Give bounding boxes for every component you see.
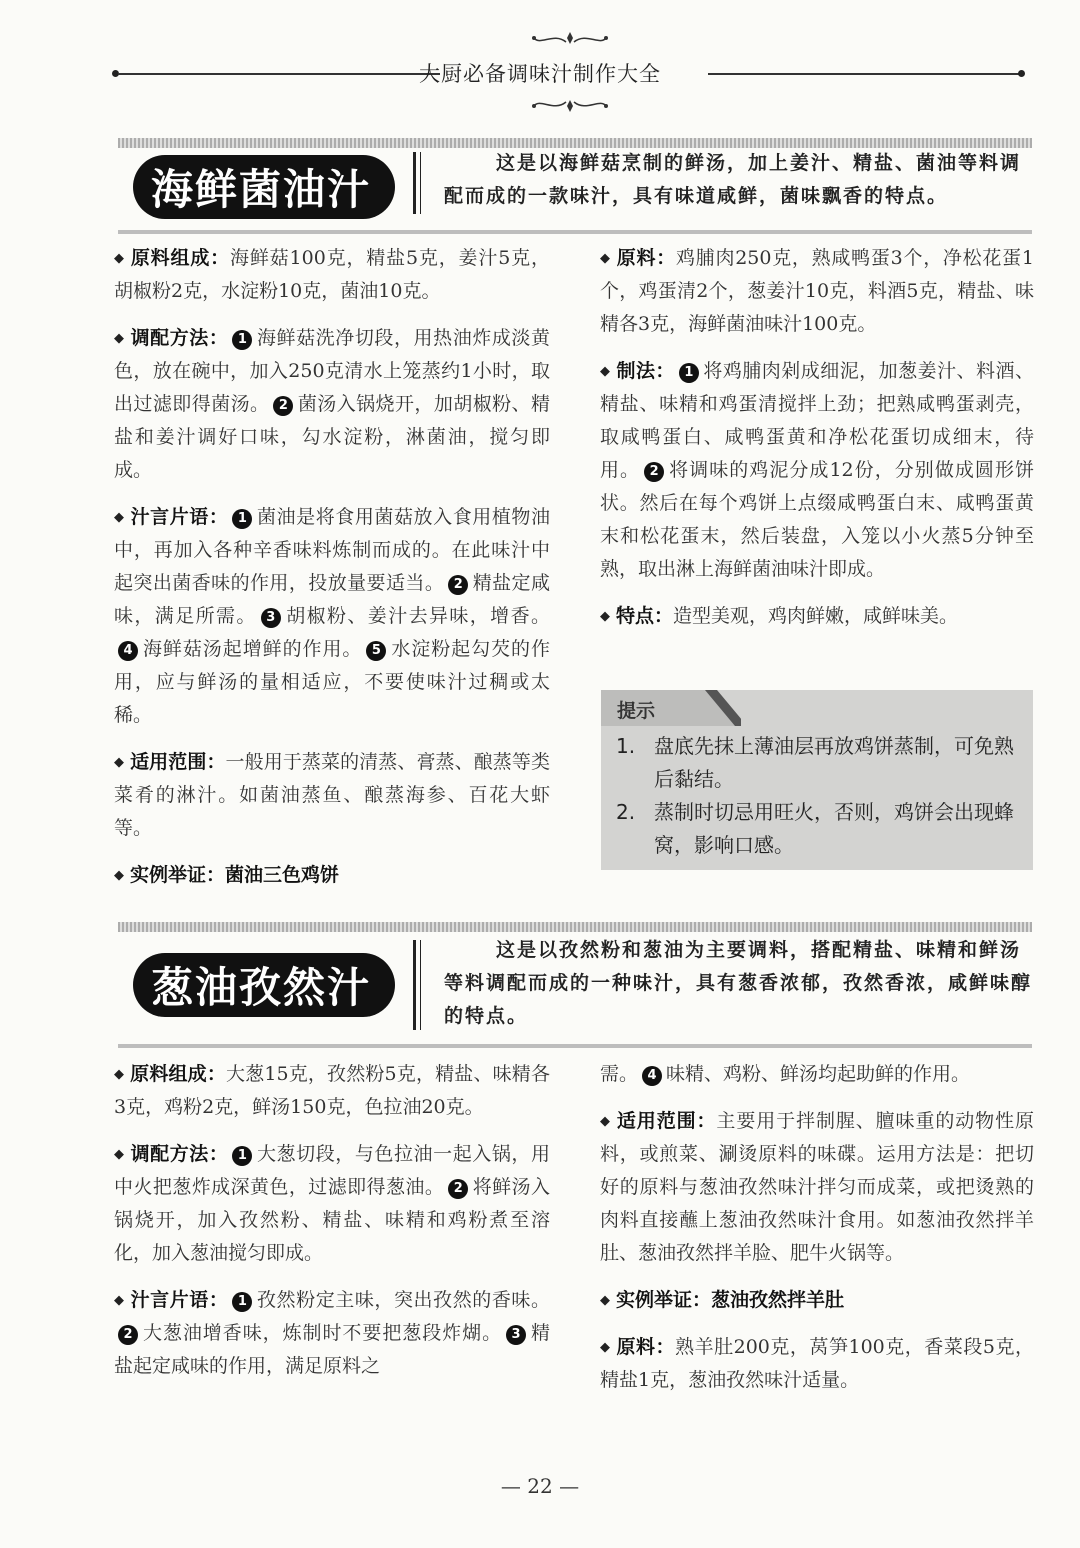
tips-2: 精盐定咸味，满足所需。 (114, 572, 550, 627)
example-paragraph (114, 859, 550, 892)
scope-paragraph (114, 746, 550, 845)
recipe-method-2: 将调味的鸡泥分成12份，分别做成圆形饼状。然后在每个鸡饼上点缀咸鸭蛋白末、咸鸭蛋黄末和松花蛋末，然后装盘，入笼以小火蒸5分钟至熟，取出淋上海鲜菌油味汁即成。 (600, 459, 1034, 580)
step-number-icon: 2 (448, 575, 468, 595)
badge-char: 油 (195, 963, 240, 1012)
header-right-dot (1018, 70, 1025, 77)
tips-2: 大葱油增香味，炼制时不要把葱段炸煳。 (142, 1322, 503, 1344)
diamond-icon: ◆ (600, 1293, 610, 1308)
method-paragraph (114, 322, 550, 487)
badge-char: 油 (283, 165, 328, 214)
diamond-icon: ◆ (114, 868, 124, 883)
section2-divider-thin (420, 940, 421, 1030)
badge-char: 汁 (327, 165, 372, 214)
step-number-icon: 1 (679, 363, 699, 383)
step-number-icon: 4 (642, 1066, 662, 1086)
scope-text: 主要用于拌制腥、膻味重的动物性原料，或煎菜、涮烫原料的味碟。运用方法是：把切好的原料与葱油孜然味汁拌匀而成菜，或把烫熟的肉料直接蘸上葱油孜然味汁食用。如葱油孜然拌羊肚、葱油孜然拌羊脸、肥牛火锅等。 (600, 1110, 1034, 1264)
tips-3: 胡椒粉、姜汁去异味，增香。 (284, 605, 550, 627)
tip-title: 提示 (617, 700, 656, 722)
feature-text: 造型美观，鸡肉鲜嫩，咸鲜味美。 (673, 605, 959, 627)
bottom-ornament (530, 92, 610, 114)
page-header-title: 大厨必备调味汁制作大全 (419, 62, 661, 86)
scope-text: 一般用于蒸菜的清蒸、膏蒸、酿蒸等类菜肴的淋汁。如菌油蒸鱼、酿蒸海参、百花大虾等。 (114, 751, 550, 839)
badge-char: 海 (151, 165, 196, 214)
method-step-2: 菌汤入锅烧开，加胡椒粉、精盐和姜汁调好口味，勾水淀粉，淋菌油，搅匀即成。 (114, 393, 550, 481)
tips-1: 菌油是将食用菌菇放入食用植物油中，再加入各种辛香味料炼制而成的。在此味汁中起突出菌香味的作用，投放量要适当。 (114, 506, 550, 594)
tip-item (616, 730, 1026, 796)
example-text: 菌油三色鸡饼 (225, 864, 340, 886)
step-number-icon: 3 (261, 608, 281, 628)
step-number-icon: 4 (118, 641, 138, 661)
step-number-icon: 2 (273, 396, 293, 416)
example-label: 实例举证： (130, 864, 226, 886)
tip-item-text: 蒸制时切忌用旺火，否则，鸡饼会出现蜂窝，影响口感。 (654, 800, 1014, 857)
section2-bottom-band (118, 1044, 1032, 1048)
ingredients-text: 海鲜菇100克，精盐5克，姜汁5克，胡椒粉2克，水淀粉10克，菌油10克。 (114, 247, 550, 302)
tip-item (616, 796, 1026, 862)
badge-char: 汁 (327, 963, 372, 1012)
badge-char: 葱 (151, 963, 196, 1012)
tips-4: 味精、鸡粉、鲜汤均起助鲜的作用。 (666, 1063, 971, 1085)
section1-divider-thin (420, 152, 421, 214)
tips-paragraph (114, 1284, 550, 1383)
section1-right-column (600, 242, 1034, 647)
step-number-icon: 1 (232, 1292, 252, 1312)
scope-label: 适用范围： (616, 1110, 717, 1132)
scope-paragraph (600, 1105, 1034, 1270)
section2-top-band (118, 922, 1032, 932)
section1-left-column (114, 242, 550, 906)
step-number-icon: 1 (232, 509, 252, 529)
tip-item-number: 2. (616, 800, 636, 824)
section2-left-column (114, 1058, 550, 1397)
section2-intro: 这是以孜然粉和葱油为主要调料，搭配精盐、味精和鲜汤等料调配而成的一种味汁，具有葱香浓郁，孜然香浓，咸鲜味醇的特点。 (444, 939, 1033, 1027)
header-right-rule (708, 73, 1020, 75)
diamond-icon: ◆ (600, 609, 610, 624)
method-step-2: 将鲜汤入锅烧开，加入孜然粉、精盐、味精和鸡粉煮至溶化，加入葱油搅匀即成。 (114, 1176, 550, 1264)
recipe-method-paragraph (600, 355, 1034, 586)
recipe-ingredients-label: 原料： (616, 247, 676, 269)
step-number-icon: 5 (366, 641, 386, 661)
diamond-icon: ◆ (114, 1147, 124, 1162)
tips-5: 水淀粉起勾芡的作用，应与鲜汤的量相适应，不要使味汁过稠或太稀。 (114, 638, 550, 726)
tips-1: 孜然粉定主味，突出孜然的香味。 (256, 1289, 550, 1311)
ingredients-label: 原料组成： (130, 247, 231, 269)
step-number-icon: 3 (506, 1325, 526, 1345)
recipe-ingredients-paragraph (600, 1331, 1034, 1397)
badge-char: 菌 (239, 165, 284, 214)
feature-paragraph (600, 600, 1034, 633)
ingredients-text: 大葱15克，孜然粉5克，精盐、味精各3克，鸡粉2克，鲜汤150克，色拉油20克。 (114, 1063, 550, 1118)
badge-char: 鲜 (195, 165, 240, 214)
diamond-icon: ◆ (600, 1114, 610, 1129)
tips-paragraph (114, 501, 550, 732)
tips-3: 精盐起定咸味的作用，满足原料之 (114, 1322, 550, 1377)
section1-intro: 这是以海鲜菇烹制的鲜汤，加上姜汁、精盐、菌油等料调配而成的一款味汁，具有味道咸鲜，菌味飘香的特点。 (444, 152, 1022, 207)
step-number-icon: 1 (232, 330, 252, 350)
tips-continued-paragraph (600, 1058, 1034, 1091)
example-paragraph (600, 1284, 1034, 1317)
tips-continued-prefix: 需。 (600, 1063, 639, 1085)
diamond-icon: ◆ (600, 251, 610, 266)
ingredients-paragraph (114, 242, 550, 308)
example-label: 实例举证： (616, 1289, 712, 1311)
example-text: 葱油孜然拌羊肚 (711, 1289, 845, 1311)
badge-char: 孜 (239, 963, 284, 1012)
diamond-icon: ◆ (114, 251, 124, 266)
step-number-icon: 2 (448, 1179, 468, 1199)
diamond-icon: ◆ (600, 1340, 610, 1355)
top-ornament (530, 30, 610, 52)
diamond-icon: ◆ (600, 364, 610, 379)
tips-label: 汁言片语： (130, 506, 229, 528)
ingredients-paragraph (114, 1058, 550, 1124)
section2-title-badge (133, 953, 395, 1017)
badge-char: 然 (283, 963, 328, 1012)
ingredients-label: 原料组成： (130, 1063, 227, 1085)
feature-label: 特点： (616, 605, 674, 627)
section2-right-column (600, 1058, 1034, 1411)
scope-label: 适用范围： (130, 751, 226, 773)
diamond-icon: ◆ (114, 510, 124, 525)
diamond-icon: ◆ (114, 755, 124, 770)
tip-list (616, 730, 1026, 862)
tips-label: 汁言片语： (130, 1289, 229, 1311)
recipe-ingredients-paragraph (600, 242, 1034, 341)
step-number-icon: 2 (118, 1325, 138, 1345)
recipe-ingredients-text: 熟羊肚200克，莴笋100克，香菜段5克，精盐1克，葱油孜然味汁适量。 (600, 1336, 1034, 1391)
step-number-icon: 1 (232, 1146, 252, 1166)
step-number-icon: 2 (644, 462, 664, 482)
method-step-1: 大葱切段，与色拉油一起入锅，用中火把葱炸成深黄色，过滤即得葱油。 (114, 1143, 550, 1198)
section2-divider (413, 940, 416, 1030)
section1-divider (413, 152, 416, 214)
method-paragraph (114, 1138, 550, 1270)
method-step-1: 海鲜菇洗净切段，用热油炸成淡黄色，放在碗中，加入250克清水上笼蒸约1小时，取出过滤即得菌汤。 (114, 327, 550, 415)
diamond-icon: ◆ (114, 1293, 124, 1308)
tip-item-text: 盘底先抹上薄油层再放鸡饼蒸制，可免熟后黏结。 (654, 734, 1014, 791)
recipe-ingredients-label: 原料： (616, 1336, 676, 1358)
diamond-icon: ◆ (114, 1067, 124, 1082)
method-label: 调配方法： (130, 327, 229, 349)
section1-bottom-band (118, 230, 1032, 234)
page-number: — 22 — (500, 1474, 580, 1498)
recipe-method-label: 制法： (616, 360, 675, 382)
method-label: 调配方法： (130, 1143, 229, 1165)
recipe-ingredients-text: 鸡脯肉250克，熟咸鸭蛋3个，净松花蛋1个，鸡蛋清2个，葱姜汁10克，料酒5克，精盐、味精各3克，海鲜菌油味汁100克。 (600, 247, 1034, 335)
section1-title-badge (133, 155, 395, 219)
tips-4: 海鲜菇汤起增鲜的作用。 (142, 638, 363, 660)
diamond-icon: ◆ (114, 331, 124, 346)
tip-item-number: 1. (616, 734, 636, 758)
recipe-method-1: 将鸡脯肉剁成细泥，加葱姜汁、料酒、精盐、味精和鸡蛋清搅拌上劲；把熟咸鸭蛋剥壳，取咸鸭蛋白、咸鸭蛋黄和净松花蛋切成细末，待用。 (600, 360, 1034, 481)
